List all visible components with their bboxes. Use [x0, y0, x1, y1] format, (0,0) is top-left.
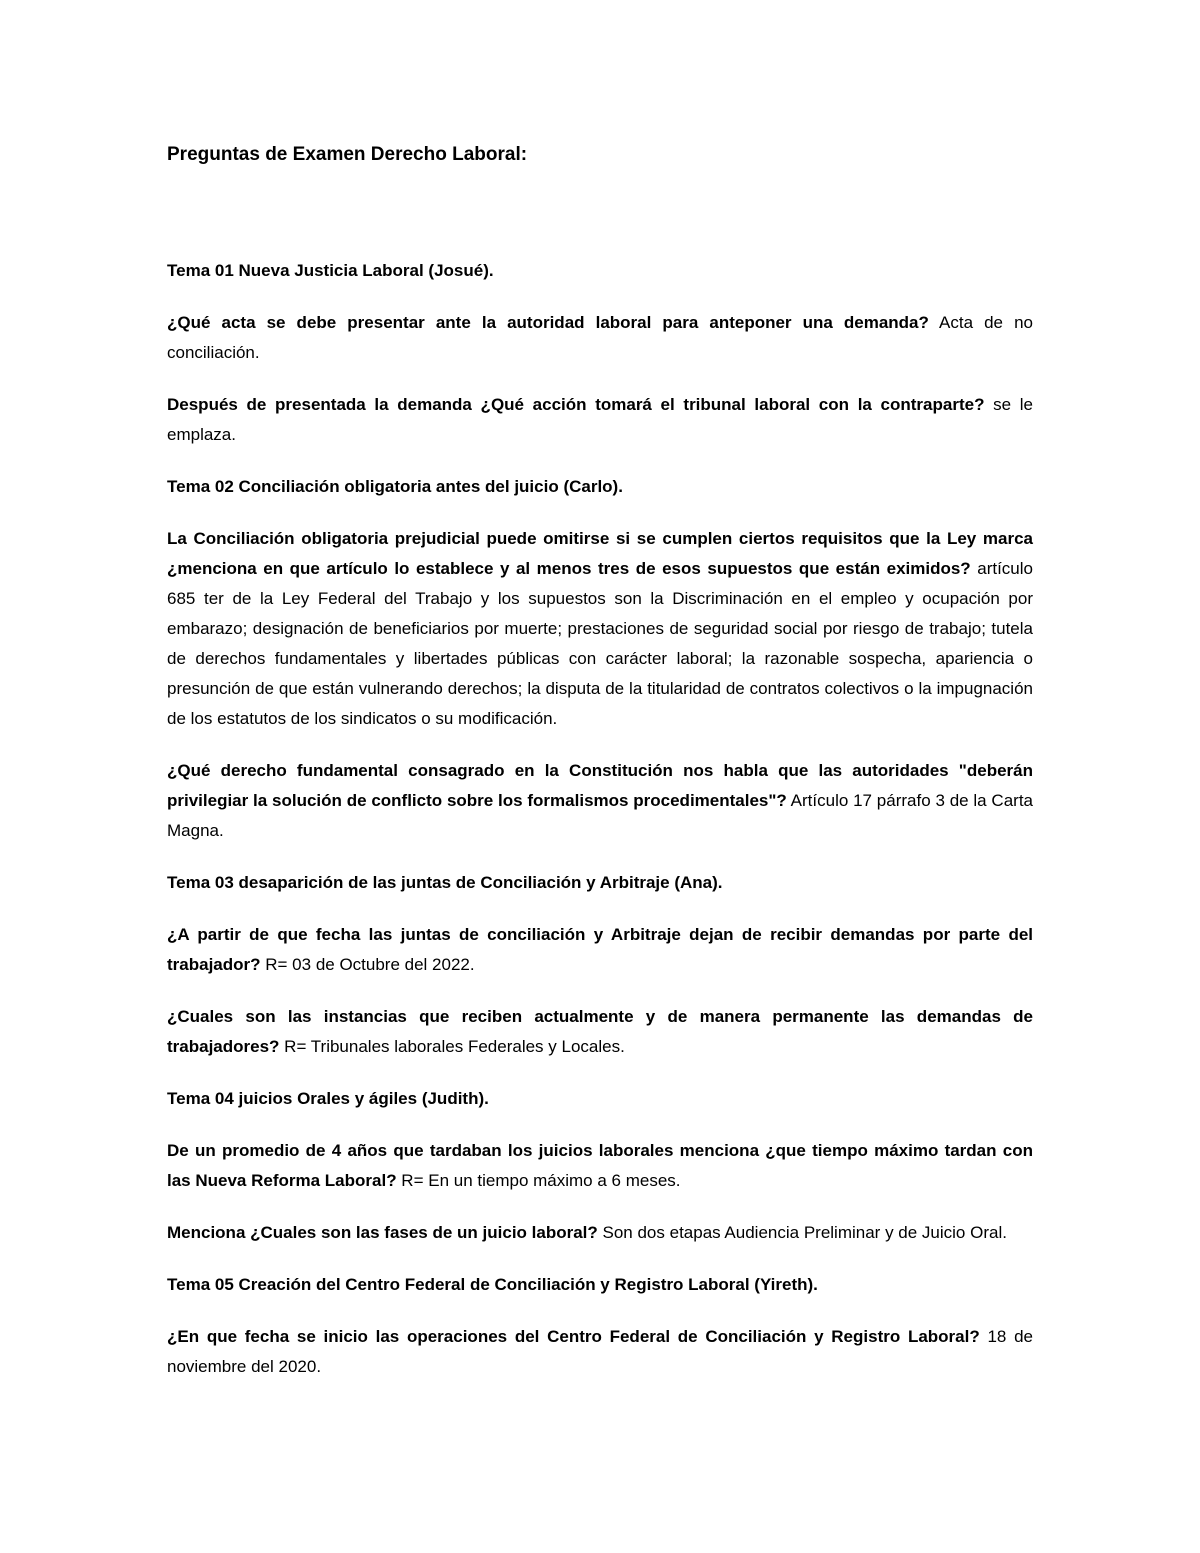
answer-text: se le emplaza. — [167, 395, 1033, 444]
answer-text: R= Tribunales laborales Federales y Locales. — [279, 1037, 625, 1056]
answer-text: artículo 685 ter de la Ley Federal del Trabajo y los supuestos son la Discriminación en el empleo y ocupación por embarazo; designación de beneficiarios por muerte; prestaciones de seguridad social por riesgo de trabajo; tutela de derechos fundamentales y libertades públicas con carácter laboral; la razonable sospecha, apariencia o presunción de que están vulnerando derechos; la disputa de la titularidad de contratos colectivos o la impugnación de los estatutos de los sindicatos o su modificación. — [167, 559, 1033, 728]
tema-01-question-2 — [167, 390, 1033, 450]
tema-01-question-1 — [167, 308, 1033, 368]
question-text: ¿En que fecha se inicio las operaciones del Centro Federal de Conciliación y Registro Laboral? — [167, 1327, 980, 1346]
question-text: ¿Qué acta se debe presentar ante la autoridad laboral para anteponer una demanda? — [167, 313, 929, 332]
tema-04-question-2 — [167, 1218, 1033, 1248]
answer-text: 18 de noviembre del 2020. — [167, 1327, 1033, 1376]
question-text: Menciona ¿Cuales son las fases de un juicio laboral? — [167, 1223, 598, 1242]
tema-01-heading: Tema 01 Nueva Justicia Laboral (Josué). — [167, 261, 494, 280]
answer-text: Son dos etapas Audiencia Preliminar y de Juicio Oral. — [597, 1223, 1007, 1242]
tema-05-question-1 — [167, 1322, 1033, 1382]
question-text: ¿A partir de que fecha las juntas de conciliación y Arbitraje dejan de recibir demandas por parte del trabajador? — [167, 925, 1033, 974]
tema-03-question-2 — [167, 1002, 1033, 1062]
tema-02-heading: Tema 02 Conciliación obligatoria antes del juicio (Carlo). — [167, 477, 623, 496]
answer-text: Artículo 17 párrafo 3 de la Carta Magna. — [167, 791, 1033, 840]
answer-text: Acta de no conciliación. — [167, 313, 1033, 362]
answer-text: R= 03 de Octubre del 2022. — [260, 955, 475, 974]
tema-03-heading: Tema 03 desaparición de las juntas de Conciliación y Arbitraje (Ana). — [167, 873, 723, 892]
tema-04-heading: Tema 04 juicios Orales y ágiles (Judith). — [167, 1089, 489, 1108]
document-page — [167, 140, 1033, 1404]
tema-02-question-1 — [167, 524, 1033, 734]
question-text: ¿Cuales son las instancias que reciben actualmente y de manera permanente las demandas de trabajadores? — [167, 1007, 1033, 1056]
tema-05-heading: Tema 05 Creación del Centro Federal de Conciliación y Registro Laboral (Yireth). — [167, 1275, 818, 1294]
question-text: De un promedio de 4 años que tardaban los juicios laborales menciona ¿que tiempo máximo tardan con las Nueva Reforma Laboral? — [167, 1141, 1033, 1190]
question-text: ¿Qué derecho fundamental consagrado en la Constitución nos habla que las autoridades "deberán privilegiar la solución de conflicto sobre los formalismos procedimentales"? — [167, 761, 1033, 810]
answer-text: R= En un tiempo máximo a 6 meses. — [396, 1171, 681, 1190]
tema-04-question-1 — [167, 1136, 1033, 1196]
question-text: Después de presentada la demanda ¿Qué acción tomará el tribunal laboral con la contraparte? — [167, 395, 985, 414]
tema-02-question-2 — [167, 756, 1033, 846]
document-title: Preguntas de Examen Derecho Laboral: — [167, 144, 528, 165]
tema-03-question-1 — [167, 920, 1033, 980]
question-text: La Conciliación obligatoria prejudicial puede omitirse si se cumplen ciertos requisitos que la Ley marca ¿menciona en que artículo lo establece y al menos tres de esos supuestos que están eximidos? — [167, 529, 1033, 578]
